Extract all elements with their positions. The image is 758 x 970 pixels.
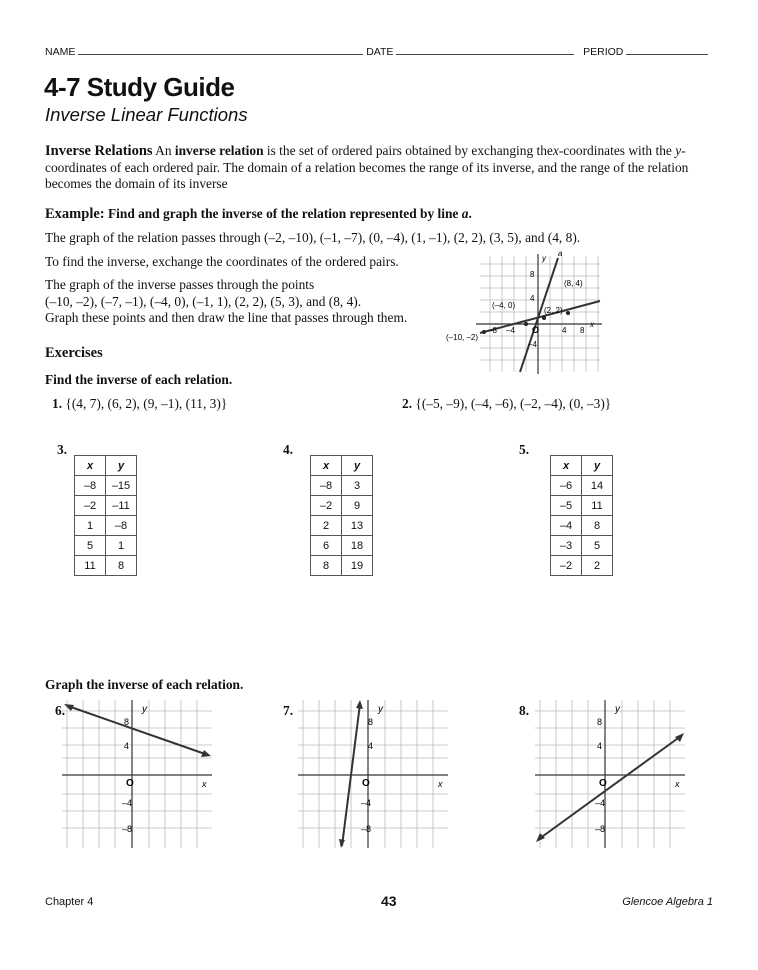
- table-row: –8 3: [311, 476, 373, 496]
- period-label: PERIOD: [583, 46, 624, 58]
- svg-text:4: 4: [562, 326, 567, 335]
- svg-text:O: O: [532, 325, 540, 335]
- exercise-5-number: 5.: [519, 442, 530, 457]
- footer-book: Glencoe Algebra 1: [622, 896, 713, 908]
- exercise-3-number: 3.: [57, 442, 68, 457]
- svg-text:4: 4: [597, 741, 603, 751]
- svg-text:8: 8: [597, 717, 603, 727]
- exercise-7-graph: [298, 700, 448, 848]
- exercise-8-graph: [535, 700, 685, 848]
- svg-text:4: 4: [530, 294, 535, 303]
- exercise-6-graph: [62, 700, 212, 848]
- table-row: –2 –11: [75, 496, 137, 516]
- section-heading: Inverse Relations: [45, 143, 153, 159]
- table-row: 1 –8: [75, 516, 137, 536]
- example-heading: Example: Find and graph the inverse of the relation represented by line a.: [45, 206, 472, 222]
- table-row: 11 8: [75, 556, 137, 576]
- footer-page-number: 43: [381, 893, 397, 909]
- table-row: –2 2: [551, 556, 613, 576]
- exercise-2: 2. {(–5, –9), (–4, –6), (–2, –4), (0, –3)}: [402, 396, 612, 411]
- svg-text:O: O: [599, 778, 607, 789]
- svg-text:8: 8: [124, 717, 130, 727]
- name-field[interactable]: [78, 44, 363, 55]
- svg-text:8: 8: [580, 326, 585, 335]
- key-term: inverse relation: [174, 143, 264, 158]
- svg-text:–4: –4: [595, 798, 606, 808]
- exercise-8-number: 8.: [519, 703, 530, 718]
- svg-text:–8: –8: [361, 824, 372, 834]
- svg-text:–4: –4: [528, 340, 537, 349]
- svg-text:y: y: [378, 704, 383, 715]
- svg-text:4: 4: [368, 741, 374, 751]
- svg-text:y: y: [542, 254, 546, 263]
- example-line-1: The graph of the relation passes through (–2, –10), (–1, –7), (0, –4), (1, –1), (2, 2), (3, 5), and (4, 8).: [45, 230, 581, 245]
- header-line: [45, 44, 715, 58]
- relation-line: [68, 706, 208, 755]
- table-row: –3 5: [551, 536, 613, 556]
- svg-text:–8: –8: [488, 326, 497, 335]
- example-line-2: To find the inverse, exchange the coordinates of the ordered pairs.: [45, 254, 399, 269]
- svg-text:4: 4: [124, 741, 130, 751]
- graph-inverse-heading: Graph the inverse of each relation.: [45, 677, 244, 692]
- svg-text:x: x: [438, 779, 443, 789]
- svg-text:x: x: [590, 320, 594, 329]
- svg-text:–8: –8: [122, 824, 133, 834]
- relation-line: [539, 736, 681, 839]
- table-row: 8 19: [311, 556, 373, 576]
- svg-text:a: a: [558, 249, 563, 258]
- svg-text:–4: –4: [361, 798, 372, 808]
- table-row: –8 –15: [75, 476, 137, 496]
- svg-text:O: O: [362, 778, 370, 789]
- date-label: DATE: [366, 46, 394, 58]
- exercise-7-number: 7.: [283, 703, 294, 718]
- table-row: 6 18: [311, 536, 373, 556]
- table-exercise-4: x y –8 3 –2 9 2 13 6 18 8 19: [310, 455, 373, 576]
- svg-text:y: y: [142, 704, 147, 715]
- date-field[interactable]: [396, 44, 574, 55]
- svg-text:8: 8: [530, 270, 535, 279]
- period-field[interactable]: [626, 44, 708, 55]
- table-row: 5 1: [75, 536, 137, 556]
- table-row: –2 9: [311, 496, 373, 516]
- svg-text:x: x: [202, 779, 207, 789]
- svg-text:8: 8: [368, 717, 374, 727]
- table-exercise-5: x y –6 14 –5 11 –4 8 –3 5 –2 2: [550, 455, 613, 576]
- table-row: –6 14: [551, 476, 613, 496]
- example-graph: [440, 244, 610, 379]
- exercise-1: 1. {(4, 7), (6, 2), (9, –1), (11, 3)}: [52, 396, 228, 411]
- svg-text:y: y: [615, 704, 620, 715]
- svg-text:x: x: [675, 779, 680, 789]
- svg-text:(–4, 0): (–4, 0): [492, 301, 516, 310]
- table-row: 2 13: [311, 516, 373, 536]
- svg-text:–4: –4: [122, 798, 133, 808]
- page-subtitle: Inverse Linear Functions: [45, 104, 248, 125]
- table-row: –5 11: [551, 496, 613, 516]
- table-row: –4 8: [551, 516, 613, 536]
- svg-text:–8: –8: [595, 824, 606, 834]
- svg-text:(8, 4): (8, 4): [564, 279, 583, 288]
- inverse-relations-paragraph: Inverse Relations An inverse relation is the set of ordered pairs obtained by exchanging thex-coordinates with the y-coordinates of each ordered pair. The domain of a relation becomes the range of its inverse, and the range of the relation becomes the domain of its inverse: [45, 143, 689, 191]
- example-line-3: The graph of the inverse passes through the points (–10, –2), (–7, –1), (–4, 0), (–1, 1), (2, 2), (5, 3), and (8, 4). Graph these points and then draw the line that passes through them.: [45, 277, 408, 325]
- name-label: NAME: [45, 46, 76, 58]
- footer-chapter: Chapter 4: [45, 896, 94, 908]
- page-title: 4-7 Study Guide: [44, 72, 235, 102]
- exercises-heading: Exercises: [45, 345, 103, 361]
- svg-text:O: O: [126, 778, 134, 789]
- exercise-4-number: 4.: [283, 442, 294, 457]
- svg-text:(–10, –2): (–10, –2): [446, 333, 479, 342]
- exercise-6-number: 6.: [55, 703, 66, 718]
- svg-text:–4: –4: [506, 326, 515, 335]
- svg-text:(2, 2): (2, 2): [544, 306, 563, 315]
- find-inverse-heading: Find the inverse of each relation.: [45, 372, 233, 387]
- table-exercise-3: x y –8 –15 –2 –11 1 –8 5 1 11 8: [74, 455, 137, 576]
